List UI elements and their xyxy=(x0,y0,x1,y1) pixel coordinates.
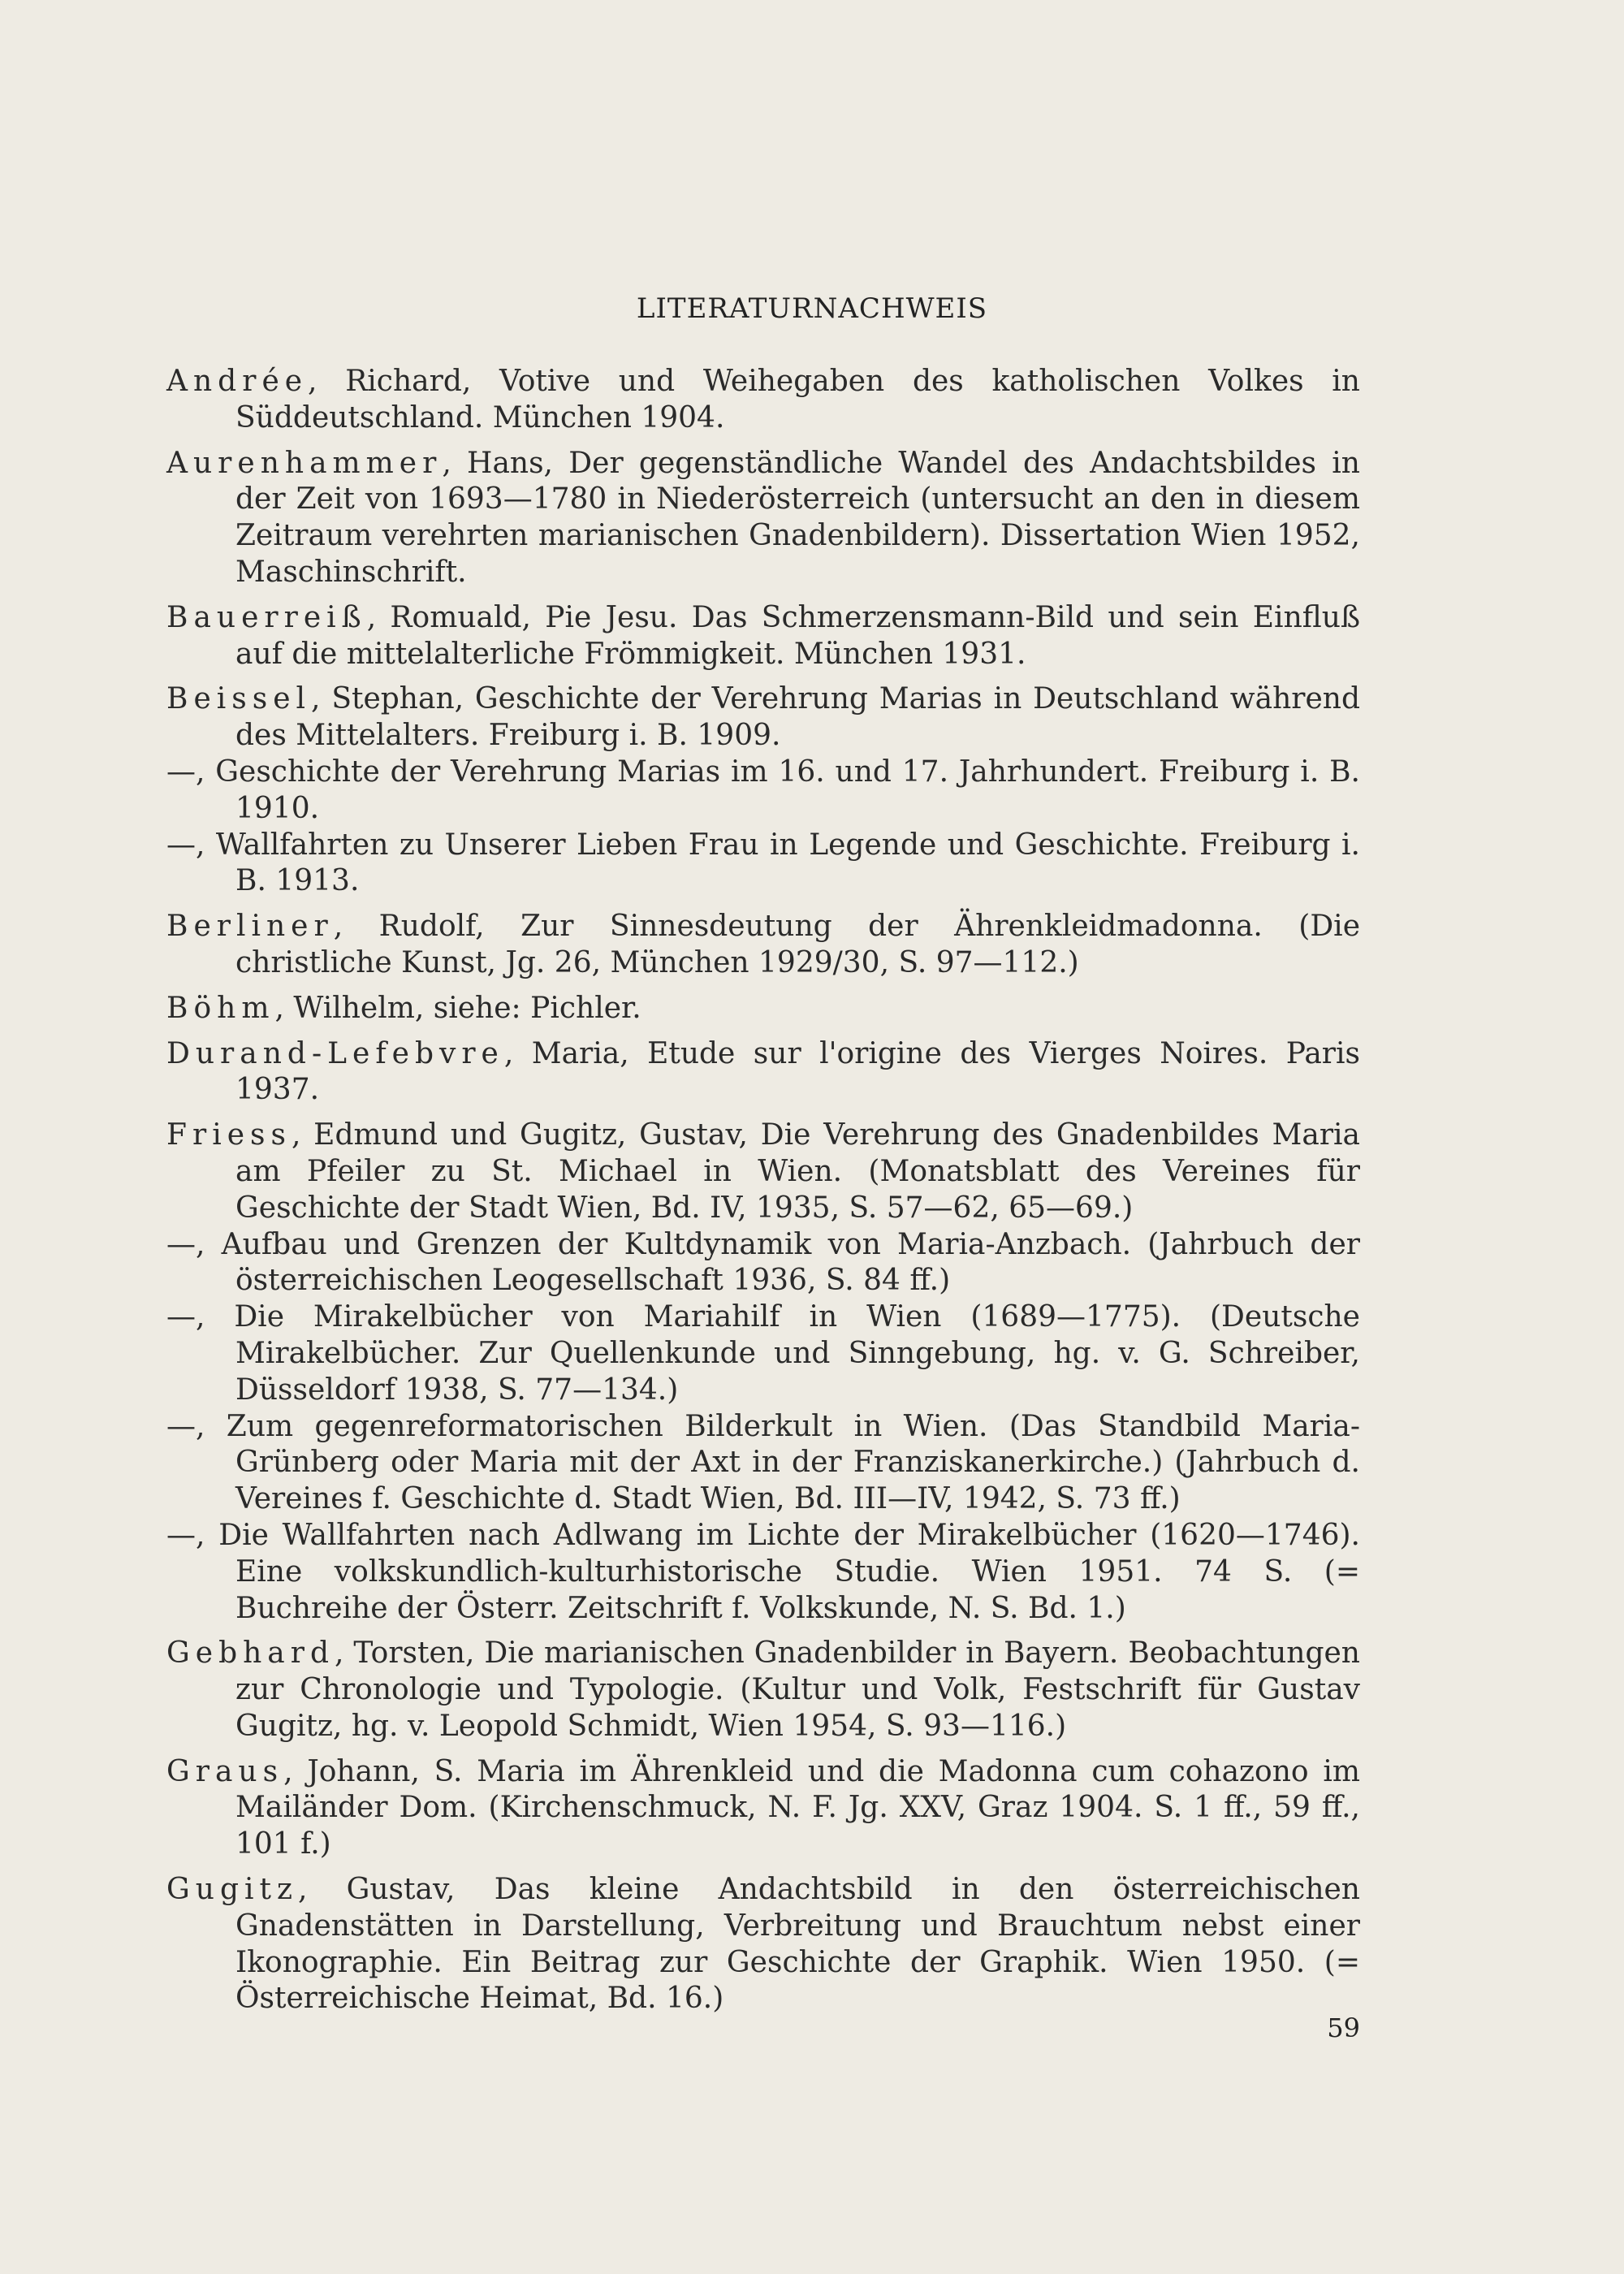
bibliography-entry xyxy=(166,1754,1360,1863)
entry-author: Aurenhammer xyxy=(166,446,443,480)
entry-text: , Maria, Etude sur l'origine des Vierges Noires. Paris 1937. xyxy=(235,1036,1360,1107)
bibliography-entry xyxy=(166,991,1360,1027)
entry-text: —, Wallfahrten zu Unserer Lieben Frau in Legende und Geschichte. Freiburg i. B. 1913. xyxy=(166,828,1360,898)
entry-author: Beissel xyxy=(166,682,312,716)
entry-text: , Hans, Der gegenständliche Wandel des Andachtsbildes in der Zeit von 1693—1780 in Niederösterreich (untersucht an den in diesem Zeitraum verehrten marianischen Gnadenbildern). Dissertation Wien 1952, Maschinschrift. xyxy=(235,446,1360,589)
entry-author: Andrée xyxy=(166,365,309,398)
entry-text: , Johann, S. Maria im Ährenkleid und die Madonna cum cohazono im Mailänder Dom. (Kirchenschmuck, N. F. Jg. XXV, Graz 1904. S. 1 ff., 59 ff., 101 f.) xyxy=(235,1754,1360,1861)
bibliography-entry xyxy=(166,600,1360,673)
bibliography-entry xyxy=(166,681,1360,754)
bibliography-entry xyxy=(166,364,1360,437)
bibliography-entry xyxy=(166,1118,1360,1226)
entry-text: —, Geschichte der Verehrung Marias im 16. und 17. Jahrhundert. Freiburg i. B. 1910. xyxy=(166,754,1360,825)
entry-author: Graus xyxy=(166,1754,284,1788)
entry-text: , Edmund und Gugitz, Gustav, Die Verehrung des Gnadenbildes Maria am Pfeiler zu St. Michael in Wien. (Monatsblatt des Vereines für Geschichte der Stadt Wien, Bd. IV, 1935, S. 57—62, 65—69.) xyxy=(235,1118,1360,1225)
bibliography-entry xyxy=(166,1636,1360,1744)
entry-author: Friess xyxy=(166,1118,292,1152)
entry-text: , Romuald, Pie Jesu. Das Schmerzensmann-Bild und sein Einfluß auf die mittelalterliche Frömmigkeit. München 1931. xyxy=(235,600,1360,671)
entry-text: , Torsten, Die marianischen Gnadenbilder in Bayern. Beobachtungen zur Chronologie und Typologie. (Kultur und Volk, Festschrift für Gustav Gugitz, hg. v. Leopold Schmidt, Wien 1954, S. 93—116.) xyxy=(235,1636,1360,1743)
entry-author: Böhm xyxy=(166,991,275,1025)
bibliography-entry xyxy=(166,828,1360,901)
entry-author: Durand-Lefebvre xyxy=(166,1036,504,1070)
bibliography-entry xyxy=(166,754,1360,828)
entry-text: —, Aufbau und Grenzen der Kultdynamik von Maria-Anzbach. (Jahrbuch der österreichischen Leogesellschaft 1936, S. 84 ff.) xyxy=(166,1227,1360,1298)
bibliography-entry xyxy=(166,909,1360,982)
entry-text: , Gustav, Das kleine Andachtsbild in den österreichischen Gnadenstätten in Darstellung, Verbreitung und Brauchtum nebst einer Ikonographie. Ein Beitrag zur Geschichte der Graphik. Wien 1950. (= Österreichische Heimat, Bd. 16.) xyxy=(235,1873,1360,2016)
bibliography-entry xyxy=(166,1409,1360,1518)
entry-text: —, Die Wallfahrten nach Adlwang im Lichte der Mirakelbücher (1620—1746). Eine volkskundlich-kulturhistorische Studie. Wien 1951. 74 S. (= Buchreihe der Österr. Zeitschrift f. Volkskunde, N. S. Bd. 1.) xyxy=(166,1518,1360,1625)
bibliography-entry xyxy=(166,1872,1360,2017)
entry-author: Berliner xyxy=(166,910,334,944)
bibliography-entry xyxy=(166,446,1360,591)
bibliography-entry xyxy=(166,1518,1360,1627)
entry-text: , Stephan, Geschichte der Verehrung Marias in Deutschland während des Mittelalters. Freiburg i. B. 1909. xyxy=(235,682,1360,753)
entry-text: —, Zum gegenreformatorischen Bilderkult in Wien. (Das Standbild Maria-Grünberg oder Maria mit der Axt in der Franziskanerkirche.) (Jahrbuch d. Vereines f. Geschichte d. Stadt Wien, Bd. III—IV, 1942, S. 73 ff.) xyxy=(166,1409,1360,1516)
bibliography-entry xyxy=(166,1036,1360,1109)
entry-author: Gebhard xyxy=(166,1636,335,1671)
page-title: LITERATURNACHWEIS xyxy=(636,292,988,325)
bibliography-entry xyxy=(166,1227,1360,1300)
entry-text: , Rudolf, Zur Sinnesdeutung der Ährenkleidmadonna. (Die christliche Kunst, Jg. 26, München 1929/30, S. 97—112.) xyxy=(235,910,1360,979)
entry-text: , Richard, Votive und Weihegaben des katholischen Volkes in Süddeutschland. München 1904. xyxy=(235,365,1360,434)
entry-text: , Wilhelm, siehe: Pichler. xyxy=(274,991,641,1025)
entry-author: Gugitz xyxy=(166,1873,298,1907)
bibliography-list xyxy=(166,364,1360,2026)
entry-author: Bauerreiß xyxy=(166,600,367,634)
entry-text: —, Die Mirakelbücher von Mariahilf in Wien (1689—1775). (Deutsche Mirakelbücher. Zur Quellenkunde und Sinngebung, hg. v. G. Schreiber, Düsseldorf 1938, S. 77—134.) xyxy=(166,1300,1360,1407)
page-number: 59 xyxy=(1327,2012,1360,2043)
bibliography-entry xyxy=(166,1299,1360,1408)
